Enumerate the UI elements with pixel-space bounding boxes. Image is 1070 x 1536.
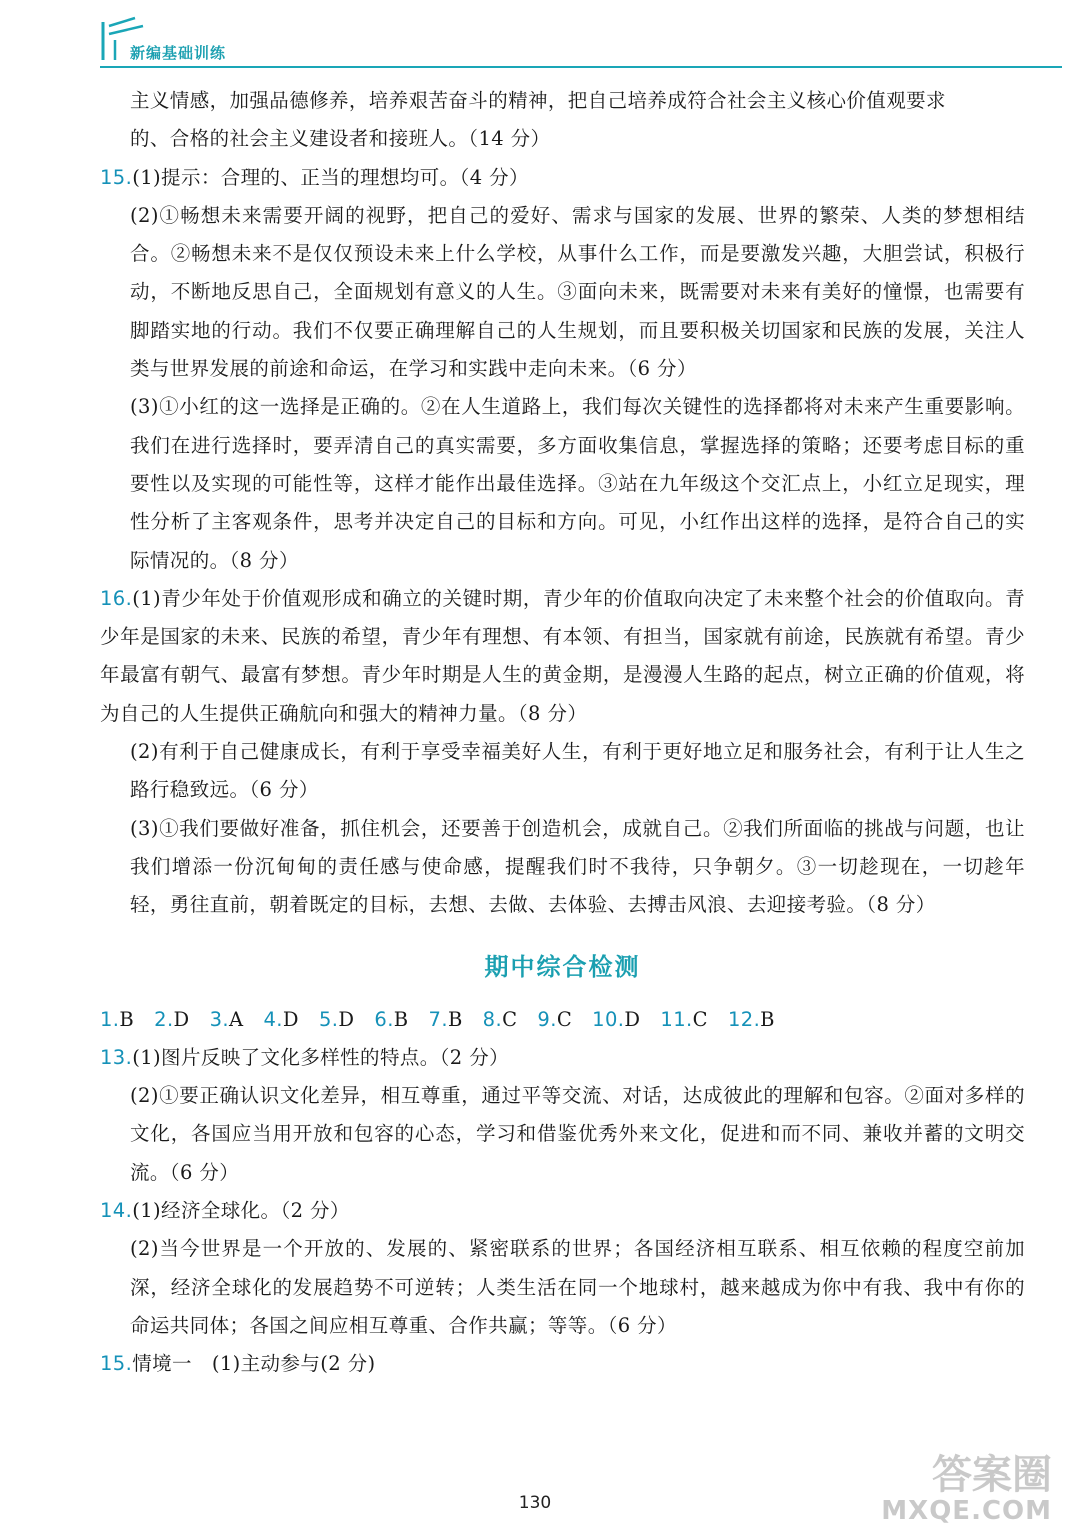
m14-number: 14.	[100, 1199, 133, 1223]
mc-answer: 5.D	[318, 1007, 355, 1031]
m13-number: 13.	[100, 1045, 133, 1069]
watermark-logo	[881, 1454, 1052, 1526]
mc-answer: 7.B	[428, 1007, 463, 1031]
q15-part3: (3)①小红的这一选择是正确的。②在人生道路上，我们每次关键性的选择都将对未来产生重要影响。我们在进行选择时，要弄清自己的真实需要，多方面收集信息，掌握选择的策略；还要考虑目标的重要性以及实现的可能性等，这样才能作出最佳选择。③站在九年级这个交汇点上，小红立足现实，理性分析了主客观条件，思考并决定自己的目标和方向。可见，小红作出这样的选择，是符合自己的实际情况的。（8 分）	[130, 395, 1025, 572]
mc-answer: 4.D	[263, 1007, 299, 1031]
page-number: 130	[518, 1493, 552, 1513]
q16-part3: (3)①我们要做好准备，抓住机会，还要善于创造机会，成就自己。②我们所面临的挑战与问题，也让我们增添一份沉甸甸的责任感与使命感，提醒我们时不我待，只争朝夕。③一切趁现在，一切趁年轻，勇往直前，朝着既定的目标，去想、去做、去体验、去搏击风浪、去迎接考验。（8 分）	[130, 816, 1025, 917]
m14-part2: (2)当今世界是一个开放的、发展的、紧密联系的世界；各国经济相互联系、相互依赖的程度空前加深，经济全球化的发展趋势不可逆转；人类生活在同一个地球村，越来越成为你中有我、我中有你的命运共同体；各国之间应相互尊重、合作共赢；等等。（6 分）	[130, 1237, 1025, 1337]
m15-part1: 15.情境一 (1)主动参与(2 分)	[100, 1352, 376, 1376]
multiple-choice-answers	[100, 1001, 1025, 1039]
mc-answer: 12.B	[727, 1007, 775, 1031]
q16-part1: 16.(1)青少年处于价值观形成和确立的关键时期，青少年的价值取向决定了未来整个社会的价值取向。青少年是国家的未来、民族的希望，青少年有理想、有本领、有担当，国家就有前途，民族就有希望。青少年最富有朝气、最富有梦想。青少年时期是人生的黄金期，是漫漫人生路的起点，树立正确的价值观，将为自己的人生提供正确航向和强大的精神力量。（8 分）	[100, 586, 1025, 725]
m15-number: 15.	[100, 1352, 133, 1376]
watermark-url: MXQE.COM	[881, 1496, 1052, 1526]
mc-answer: 10.D	[592, 1007, 641, 1031]
q16-number: 16.	[100, 586, 133, 610]
mc-answer: 6.B	[374, 1007, 409, 1031]
header-title: 新编基础训练	[130, 44, 227, 62]
q16-part2: (2)有利于自己健康成长，有利于享受幸福美好人生，有利于更好地立足和服务社会，有利于让人生之路行稳致远。（6 分）	[130, 740, 1025, 802]
m14-part1: 14.(1)经济全球化。（2 分）	[100, 1199, 350, 1223]
mc-answer: 8.C	[482, 1007, 518, 1031]
q15-number: 15.	[100, 165, 133, 189]
mc-answer: 9.C	[537, 1007, 573, 1031]
m13-part1: 13.(1)图片反映了文化多样性的特点。（2 分）	[100, 1045, 509, 1069]
intro-line-2: 的、合格的社会主义建设者和接班人。（14 分）	[130, 127, 551, 151]
intro-line-1: 主义情感，加强品德修养，培养艰苦奋斗的精神，把自己培养成符合社会主义核心价值观要求	[130, 89, 946, 112]
page-header	[0, 0, 1070, 70]
watermark-text: 答案圈	[932, 1452, 1052, 1498]
q15-part1: 15.(1)提示：合理的、正当的理想均可。（4 分）	[100, 165, 529, 189]
answer-content	[100, 82, 1025, 1384]
mc-answer: 1.B	[100, 1007, 135, 1031]
mc-answer: 11.C	[660, 1007, 708, 1031]
mc-answer: 3.A	[209, 1007, 244, 1031]
mc-answer: 2.D	[154, 1007, 190, 1031]
m13-part2: (2)①要正确认识文化差异，相互尊重，通过平等交流、对话，达成彼此的理解和包容。②面对多样的文化，各国应当用开放和包容的心态，学习和借鉴优秀外来文化，促进和而不同、兼收并蓄的文明交流。（6 分）	[130, 1084, 1025, 1184]
q15-part2: (2)①畅想未来需要开阔的视野，把自己的爱好、需求与国家的发展、世界的繁荣、人类的梦想相结合。②畅想未来不是仅仅预设未来上什么学校，从事什么工作，而是要激发兴趣，大胆尝试，积极行动，不断地反思自己，全面规划有意义的人生。③面向未来，既需要对未来有美好的憧憬，也需要有脚踏实地的行动。我们不仅要正确理解自己的人生规划，而且要积极关切国家和民族的发展，关注人类与世界发展的前途和命运，在学习和实践中走向未来。（6 分）	[130, 203, 1025, 381]
header-divider	[100, 66, 1062, 68]
section-title: 期中综合检测	[484, 952, 641, 981]
